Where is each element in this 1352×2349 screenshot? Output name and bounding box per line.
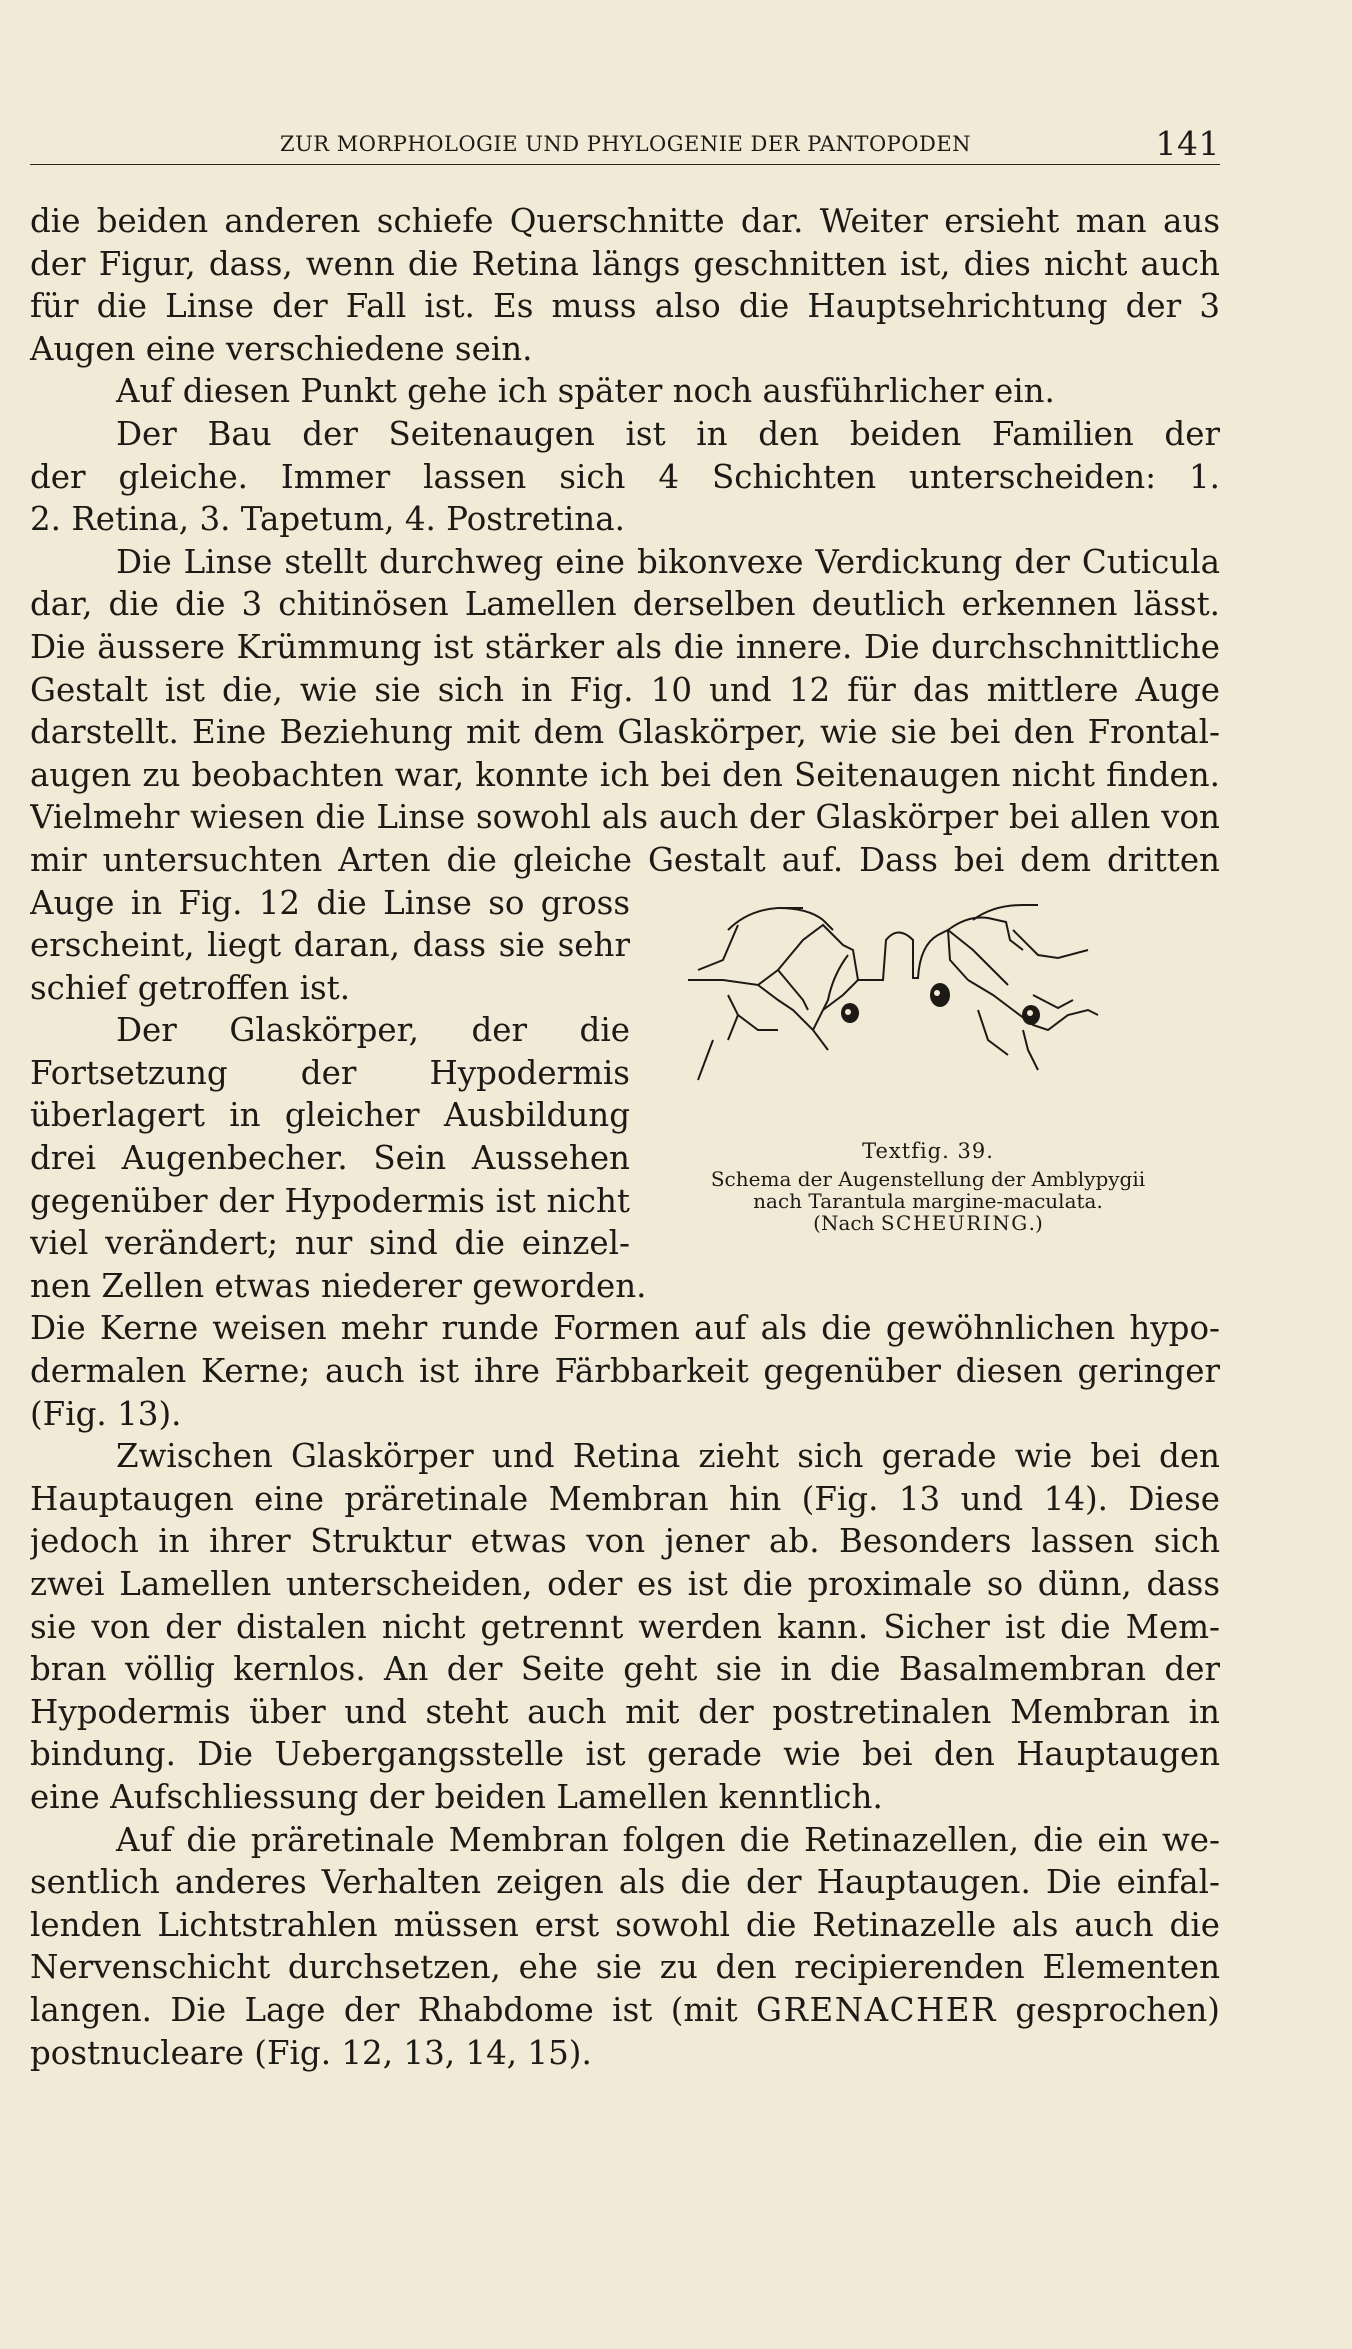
caption-line: Schema der Augenstellung der Amblypygii: [710, 1167, 1146, 1191]
text-line: lenden Lichtstrahlen müssen erst sowohl die Retinazelle als auch die: [30, 1905, 1220, 1944]
text-line: augen zu beobachten war, konnte ich bei den Seitenaugen nicht finden.: [30, 755, 1220, 794]
text-line: für die Linse der Fall ist. Es muss also die Hauptsehrichtung der 3: [30, 287, 1220, 326]
text-line: Auf die präretinale Membran folgen die Retinazellen, die ein we-: [116, 1820, 1220, 1859]
text-line: Hauptaugen eine präretinale Membran hin (Fig. 13 und 14). Diese: [30, 1479, 1220, 1518]
text-line: Auge in Fig. 12 die Linse so gross: [30, 883, 630, 922]
text-line: darstellt. Eine Beziehung mit dem Glaskörper, wie sie bei den Frontal-: [30, 713, 1220, 752]
text-line: postnucleare (Fig. 12, 13, 14, 15).: [30, 2033, 592, 2072]
text-line: Die äussere Krümmung ist stärker als die innere. Die durchschnittliche: [30, 627, 1220, 666]
text-line: Die Linse stellt durchweg eine bikonvexe Verdickung der Cuticula: [116, 542, 1220, 581]
text-line: nen Zellen etwas niederer geworden.: [30, 1266, 647, 1305]
running-header: [30, 124, 1220, 168]
text-line: bindung. Die Uebergangsstelle ist gerade wie bei den Hauptaugen: [30, 1735, 1220, 1774]
text-line: mir untersuchten Arten die gleiche Gestalt auf. Dass bei dem dritten: [30, 840, 1220, 879]
text-line: Augen eine verschiedene sein.: [30, 329, 533, 368]
text-line: Die Kerne weisen mehr runde Formen auf als die gewöhnlichen hypo-: [30, 1309, 1220, 1348]
text-line: schief getroffen ist.: [30, 968, 351, 1007]
text-line: Der Bau der Seitenaugen ist in den beiden Familien der: [116, 414, 1220, 453]
figure-label: Textfig. 39.: [862, 1139, 994, 1163]
text-line: zwei Lamellen unterscheiden, oder es ist die proximale so dünn, dass: [30, 1565, 1220, 1603]
text-line: der Figur, dass, wenn die Retina längs geschnitten ist, dies nicht auch: [30, 244, 1220, 283]
text-line: die beiden anderen schiefe Querschnitte dar. Weiter ersieht man aus: [30, 202, 1220, 240]
author-name: GRENACHER: [756, 1990, 997, 2029]
text-line: sie von der distalen nicht getrennt werden kann. Sicher ist die Mem-: [30, 1607, 1220, 1646]
text-line: bran völlig kernlos. An der Seite geht sie in die Basalmembran der: [30, 1650, 1220, 1689]
text-line: Gestalt ist die, wie sie sich in Fig. 10 und 12 für das mittlere Auge: [30, 670, 1220, 709]
text-line: dermalen Kerne; auch ist ihre Färbbarkeit gegenüber diesen geringer: [30, 1352, 1220, 1391]
text-line: sentlich anderes Verhalten zeigen als die der Hauptaugen. Die einfal-: [30, 1863, 1220, 1902]
text-line: drei Augenbecher. Sein Aussehen: [30, 1139, 630, 1178]
text-line: dar, die die 3 chitinösen Lamellen derselben deutlich erkennen lässt.: [30, 585, 1220, 624]
text-line: Der Glaskörper, der die: [116, 1011, 630, 1050]
text-line: Zwischen Glaskörper und Retina zieht sich gerade wie bei den: [116, 1437, 1220, 1476]
text-line: Nervenschicht durchsetzen, ehe sie zu den recipierenden Elementen: [30, 1948, 1220, 1987]
text-line: Auf diesen Punkt gehe ich später noch ausführlicher ein.: [116, 372, 1055, 411]
text-line: Fortsetzung der Hypodermis: [30, 1053, 630, 1092]
text-line: Hypodermis über und steht auch mit der postretinalen Membran in: [30, 1692, 1220, 1731]
text-line: erscheint, liegt daran, dass sie sehr: [30, 926, 630, 965]
text-line: (Fig. 13).: [30, 1394, 182, 1433]
text-line: jedoch in ihrer Struktur etwas von jener ab. Besonders lassen sich: [30, 1522, 1220, 1561]
text-line: viel verändert; nur sind die einzel-: [30, 1224, 630, 1263]
running-title: ZUR MORPHOLOGIE UND PHYLOGENIE DER PANTOPODEN: [280, 132, 972, 156]
text-line: gegenüber der Hypodermis ist nicht: [30, 1181, 630, 1220]
caption-line: nach Tarantula margine-maculata.: [753, 1189, 1103, 1213]
page-number: 141: [1155, 124, 1220, 163]
text-figure: [628, 900, 1228, 1235]
text-line: überlagert in gleicher Ausbildung: [30, 1096, 630, 1135]
wrapped-text-column: [30, 882, 630, 1265]
text-line: eine Aufschliessung der beiden Lamellen kenntlich.: [30, 1777, 883, 1816]
caption-line: (Nach SCHEURING.): [813, 1211, 1043, 1235]
text-line: Vielmehr wiesen die Linse sowohl als auch der Glaskörper bei allen von: [30, 798, 1220, 837]
eye-arrangement-schema: [628, 900, 1228, 1140]
text-line: langen. Die Lage der Rhabdome ist (mit GRENACHER gesprochen): [30, 1990, 1220, 2029]
median-eye-mark: [930, 983, 950, 1007]
header-rule: [30, 164, 1220, 165]
text-line: 2. Retina, 3. Tapetum, 4. Postretina.: [30, 500, 625, 539]
caption-author: SCHEURING: [880, 1211, 1029, 1235]
text-line: der gleiche. Immer lassen sich 4 Schichten unterscheiden: 1.: [30, 457, 1220, 496]
figure-caption: [628, 1140, 1228, 1234]
